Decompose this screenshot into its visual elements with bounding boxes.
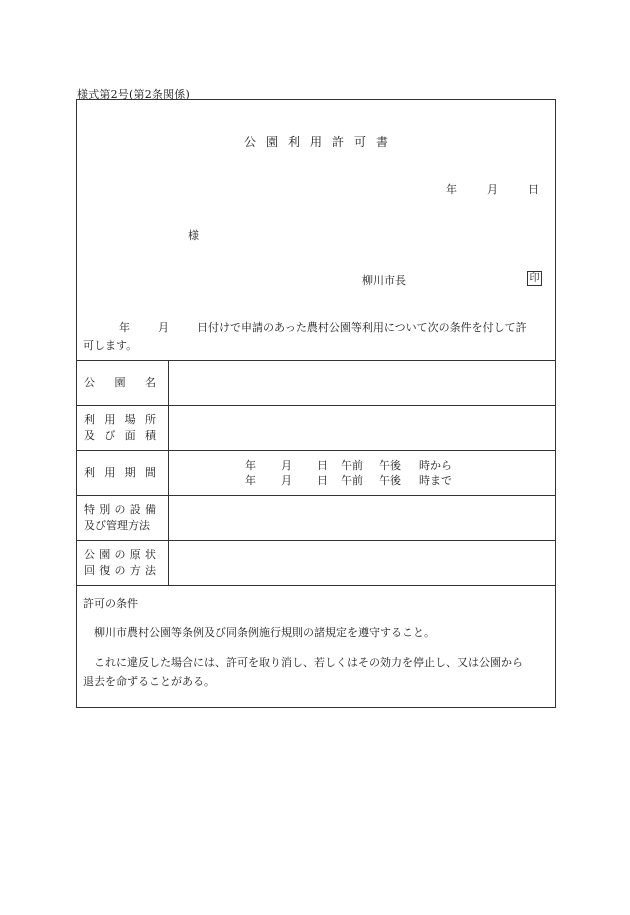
condition-2-line2: 退去を命ずることがある。 [83, 675, 215, 688]
table-row [77, 541, 556, 586]
facilities-label: 特 別 の 設 備 及び管理方法 [77, 496, 169, 541]
date-month: 月 [487, 183, 498, 196]
period-from-line: 年 月 日 午前 午後 時から [245, 459, 452, 472]
date-line [446, 181, 539, 197]
intro-line1: 日付けで申請のあった農村公園等利用について次の条件を付して許 [197, 321, 527, 334]
table-row [77, 496, 556, 541]
intro-text [83, 319, 549, 355]
document-title: 公園利用許可書 [243, 135, 398, 149]
form-number: 様式第2号(第2条関係) [77, 88, 190, 101]
application-table [76, 360, 556, 586]
conditions-heading: 許可の条件 [83, 597, 138, 610]
intro-year: 年 [119, 321, 130, 334]
restoration-field[interactable] [169, 541, 556, 586]
place-area-field[interactable] [169, 406, 556, 451]
place-area-label: 利 用 場 所 及 び 面 積 [77, 406, 169, 451]
restoration-label: 公 園 の 原 状 回 復 の 方 法 [77, 541, 169, 586]
date-year: 年 [446, 183, 457, 196]
condition-1: 柳川市農村公園等条例及び同条例施行規則の諸規定を遵守すること。 [94, 626, 435, 639]
condition-2 [83, 653, 549, 691]
period-to-line: 年 月 日 午前 午後 時まで [245, 474, 452, 487]
park-name-field[interactable] [169, 361, 556, 406]
addressee: 様 [188, 229, 199, 242]
table-row [77, 451, 556, 496]
seal-mark: 印 [527, 271, 542, 286]
table-row [77, 361, 556, 406]
issuer-name: 柳川市長 [362, 274, 406, 287]
period-label: 利 用 期 間 [77, 451, 169, 496]
conditions-section [83, 594, 549, 691]
date-day: 日 [528, 183, 539, 196]
period-field[interactable] [169, 451, 556, 496]
table-row [77, 406, 556, 451]
intro-line2: 可します。 [83, 339, 138, 352]
intro-month: 月 [158, 321, 169, 334]
condition-2-line1: これに違反した場合には、許可を取り消し、若しくはその効力を停止し、又は公園から [94, 656, 523, 669]
document-frame [76, 99, 556, 708]
park-name-label: 公 園 名 [77, 361, 169, 406]
facilities-field[interactable] [169, 496, 556, 541]
